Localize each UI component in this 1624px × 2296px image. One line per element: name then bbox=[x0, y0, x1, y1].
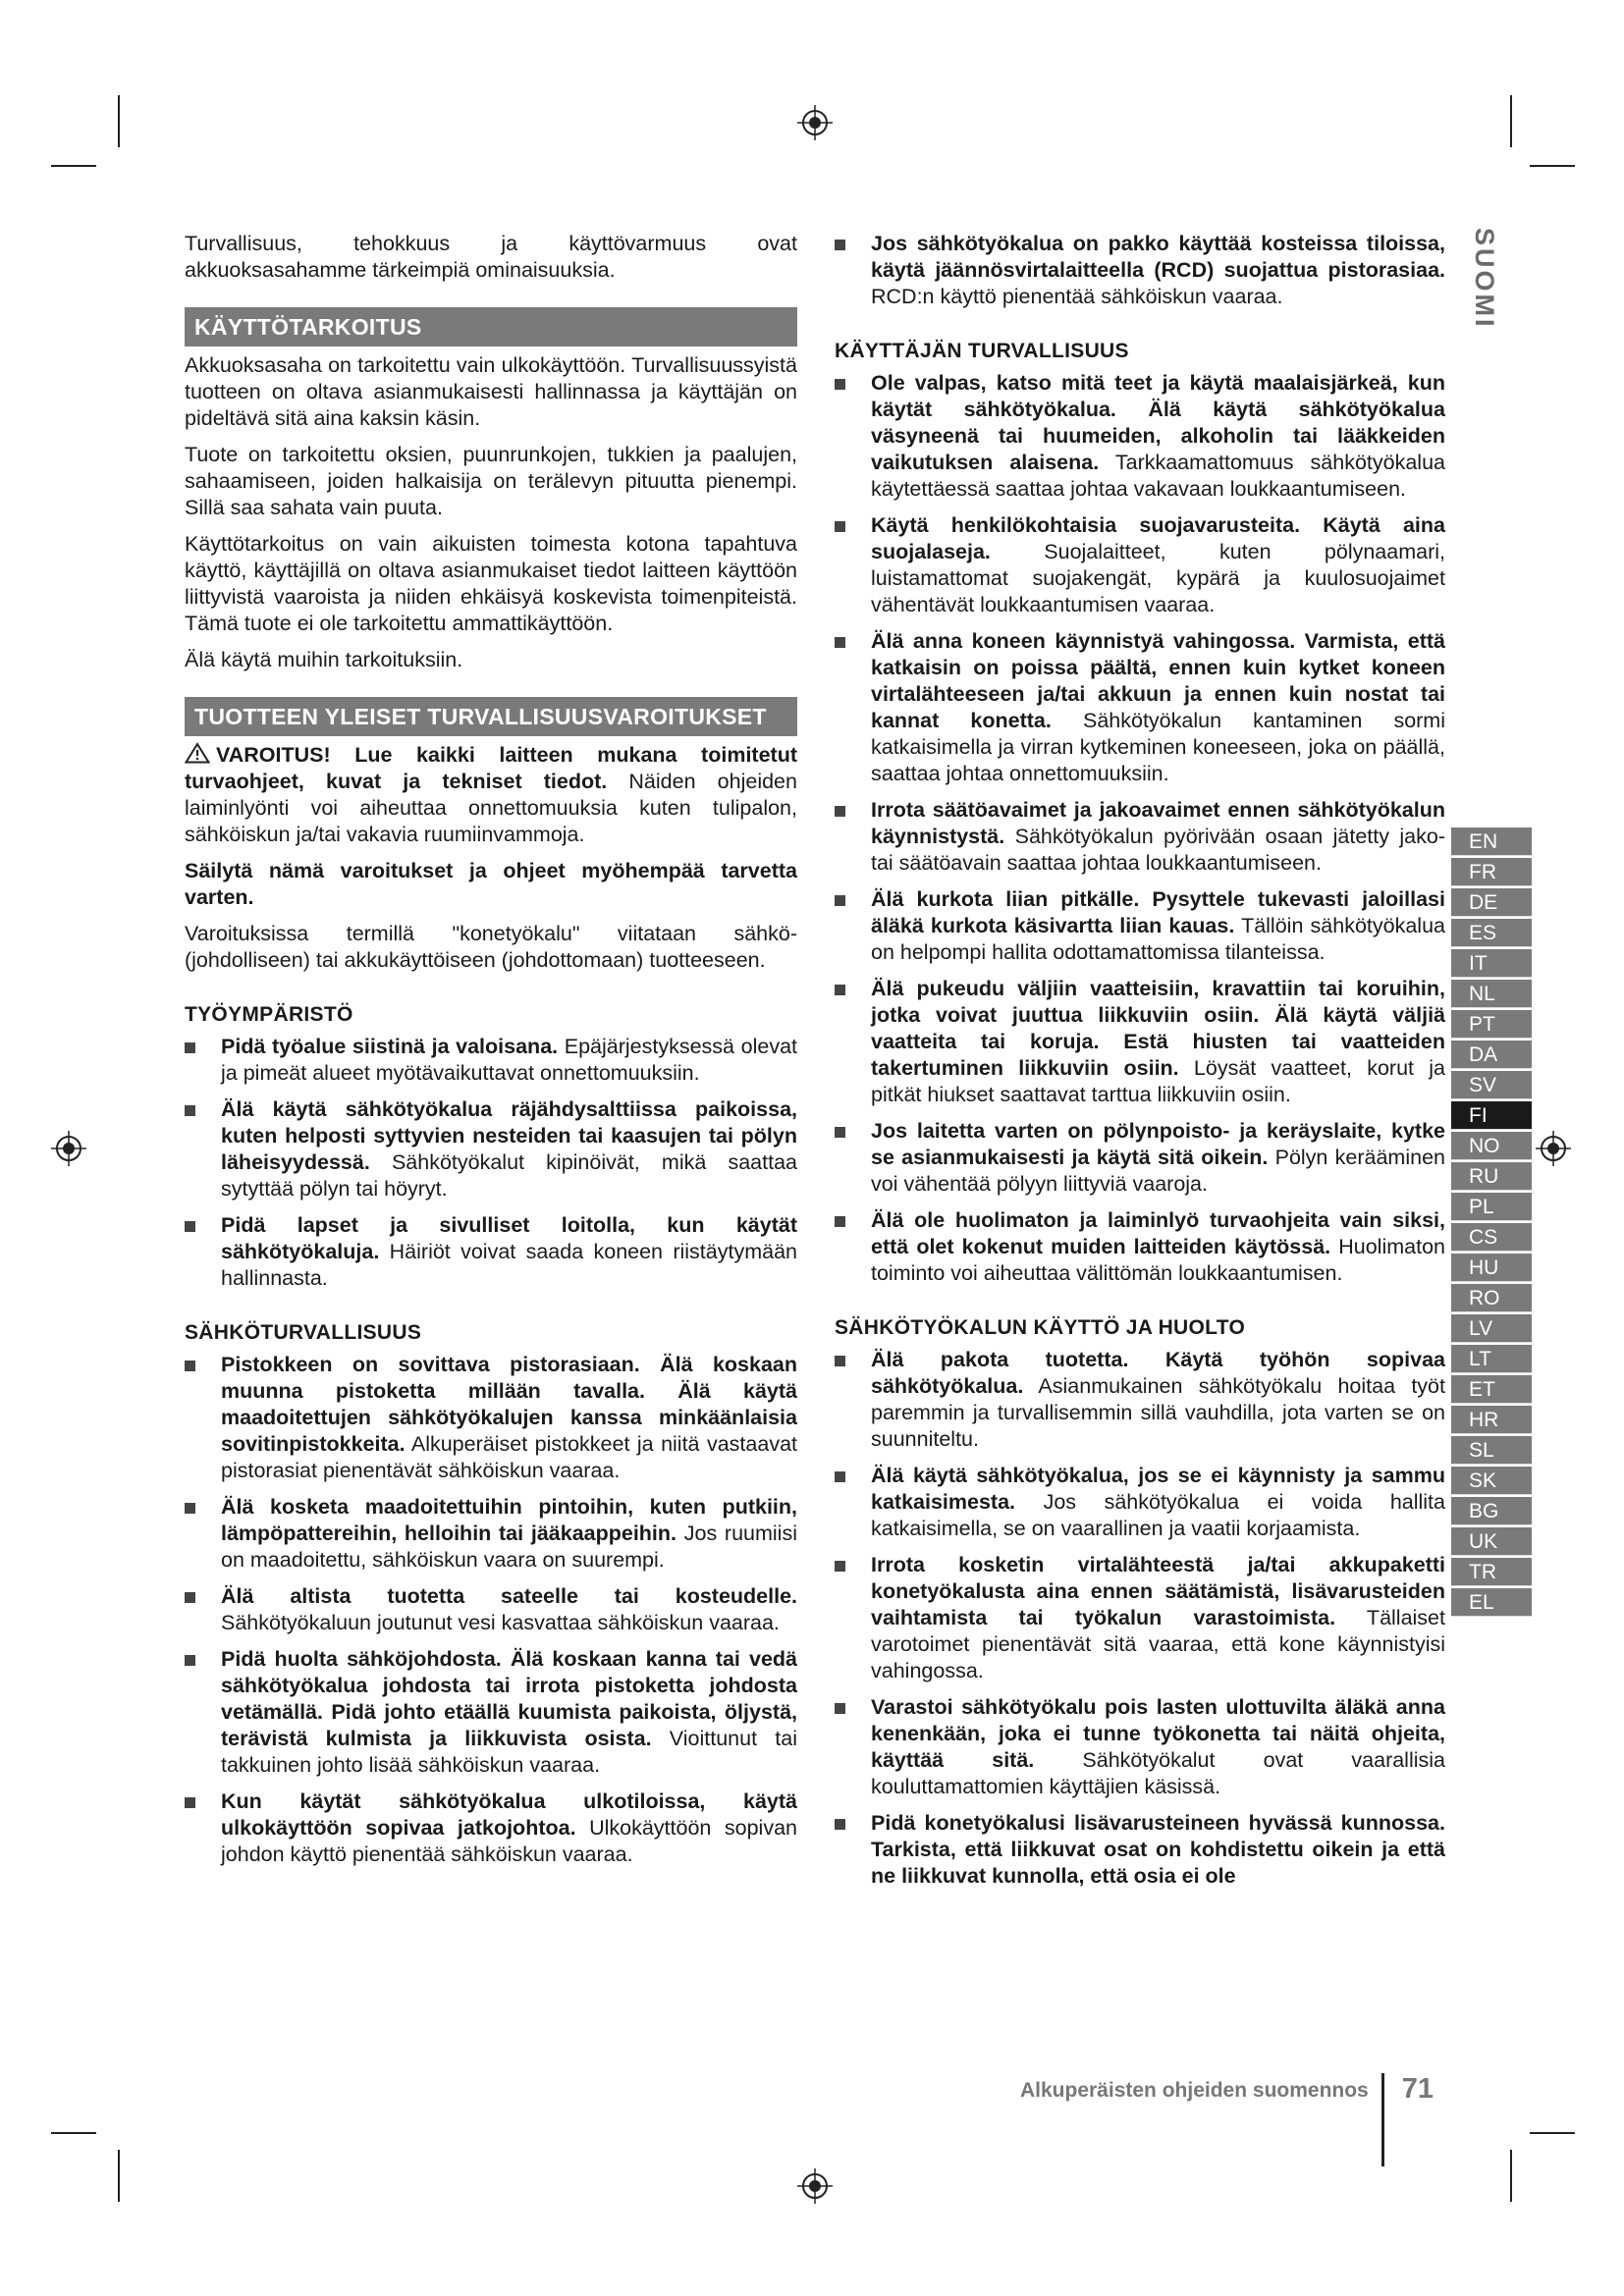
paragraph bbox=[185, 858, 797, 911]
bullet-square-icon bbox=[835, 379, 845, 390]
subsection-heading: SÄHKÖTYÖKALUN KÄYTTÖ JA HUOLTO bbox=[835, 1316, 1246, 1339]
bold-text: Älä kurkota liian pitkälle. Pysyttele tukevasti jaloillasi äläkä kurkota käsivartta liian kauas. bbox=[871, 887, 1445, 937]
bold-text: Varastoi sähkötyökalu pois lasten ulottuvilta äläkä anna kenenkään, joka ei tunne työkonetta tai näitä ohjeita, käyttää sitä. bbox=[871, 1695, 1445, 1772]
body-text: Tällaiset varotoimet pienentävät sitä vaaraa, että kone käynnistyisi vahingossa. bbox=[871, 1606, 1445, 1682]
language-tab-ro[interactable]: RO bbox=[1451, 1284, 1532, 1312]
language-tabs bbox=[1451, 828, 1532, 1619]
bullet-item bbox=[185, 1583, 797, 1636]
bold-text: Pidä huolta sähköjohdosta. Älä koskaan kanna tai vedä sähkötyökalua johdosta tai irrota pistoketta johdosta vetämällä. Pidä johto etäällä kuumista paikoista, öljystä, terävistä kulmista ja liikkuvista osista. bbox=[221, 1647, 797, 1750]
bullet-square-icon bbox=[835, 1216, 845, 1227]
warning-paragraph bbox=[185, 742, 797, 848]
section-heading-bar: KÄYTTÖTARKOITUS bbox=[185, 307, 797, 347]
bullet-item bbox=[185, 1352, 797, 1484]
bullet-square-icon bbox=[185, 1655, 195, 1666]
bold-text: Irrota kosketin virtalähteestä ja/tai akkupaketti konetyökalusta aina ennen säätämistä, lisävarusteiden vaihtamista tai työkalun varastoimista. bbox=[871, 1553, 1445, 1629]
bullet-item bbox=[185, 1789, 797, 1868]
paragraph bbox=[185, 921, 797, 974]
body-text: Käyttötarkoitus on vain aikuisten toimesta kotona tapahtuva käyttö, käyttäjillä on oltava asianmukaiset tiedot laitteen käyttöön liittyvistä vaaroista ja niiden ehkäisyä koskevista toimenpiteistä. Tämä tuote ei ole tarkoitettu ammattikäyttöön. bbox=[185, 532, 797, 635]
bullet-square-icon bbox=[835, 521, 845, 532]
body-text: Näiden ohjeiden laiminlyönti voi aiheuttaa onnettomuuksia kuten tulipalon, sähköiskun ja/tai vakavia ruumiinvammoja. bbox=[185, 770, 797, 846]
footer-text: Alkuperäisten ohjeiden suomennos bbox=[1020, 2079, 1369, 2102]
language-tab-lt[interactable]: LT bbox=[1451, 1345, 1532, 1373]
body-text: Tällöin sähkötyökalua on helpompi hallita odottamattomissa tilanteissa. bbox=[871, 914, 1445, 964]
language-tab-uk[interactable]: UK bbox=[1451, 1527, 1532, 1556]
bullet-item bbox=[835, 976, 1445, 1108]
body-text: Turvallisuus, tehokkuus ja käyttövarmuus ovat akkuoksasahamme tärkeimpiä ominaisuuksia. bbox=[185, 232, 797, 282]
crop-mark bbox=[118, 95, 120, 147]
language-tab-sv[interactable]: SV bbox=[1451, 1071, 1532, 1099]
bullet-item bbox=[835, 1810, 1445, 1890]
right-column bbox=[835, 231, 1445, 2166]
language-tab-el[interactable]: EL bbox=[1451, 1588, 1532, 1617]
language-tab-pt[interactable]: PT bbox=[1451, 1010, 1532, 1039]
language-tab-de[interactable]: DE bbox=[1451, 888, 1532, 917]
paragraph bbox=[185, 231, 797, 284]
crop-mark bbox=[118, 2150, 120, 2202]
body-text: Ulkokäyttöön sopivan johdon käyttö pienentää sähköiskun vaaraa. bbox=[221, 1816, 798, 1866]
bold-text: Älä ole huolimaton ja laiminlyö turvaohjeita vain siksi, että olet kokenut muiden laitteiden käytössä. bbox=[871, 1208, 1445, 1258]
bold-text: Älä käytä sähkötyökalua räjähdysalttiissa paikoissa, kuten helposti syttyvien nesteiden tai kaasujen tai pölyn läheisyydessä. bbox=[221, 1097, 797, 1174]
bullet-item bbox=[835, 1463, 1445, 1542]
bold-text: Jos sähkötyökalua on pakko käyttää kosteissa tiloissa, käytä jäännösvirtalaitteella (RCD) suojattua pistorasiaa. bbox=[871, 232, 1445, 282]
body-text: Tarkkaamattomuus sähkötyökalua käytettäessä saattaa johtaa vakavaan loukkaantumiseen. bbox=[871, 451, 1446, 501]
bold-text: Älä kosketa maadoitettuihin pintoihin, kuten putkiin, lämpöpattereihin, helloihin tai jääkaappeihin. bbox=[221, 1495, 797, 1545]
bullet-square-icon bbox=[185, 1221, 195, 1232]
paragraph bbox=[185, 531, 797, 637]
bullet-item bbox=[835, 797, 1445, 877]
section-heading-bar: TUOTTEEN YLEISET TURVALLISUUSVAROITUKSET bbox=[185, 697, 797, 736]
bold-text: Älä anna koneen käynnistyä vahingossa. Varmista, että katkaisin on poissa päältä, ennen kuin kytket koneen virtalähteeseen ja/tai akkuun ja ennen kuin nostat tai kannat konetta. bbox=[871, 629, 1445, 732]
body-text: Häiriöt voivat saada koneen riistäytymään hallinnasta. bbox=[221, 1240, 797, 1290]
bullet-item bbox=[835, 512, 1445, 618]
bullet-square-icon bbox=[835, 806, 845, 817]
body-text: Sähkötyökaluun joutunut vesi kasvattaa sähköiskun vaaraa. bbox=[221, 1611, 780, 1634]
bullet-square-icon bbox=[185, 1361, 195, 1371]
body-text: RCD:n käyttö pienentää sähköiskun vaaraa. bbox=[871, 285, 1283, 308]
language-tab-bg[interactable]: BG bbox=[1451, 1497, 1532, 1525]
bold-text: Kun käytät sähkötyökalua ulkotiloissa, käytä ulkokäyttöön sopivaa jatkojohtoa. bbox=[221, 1789, 797, 1840]
body-text: Varoituksissa termillä "konetyökalu" viitataan sähkö- (johdolliseen) tai akkukäyttöiseen (johdottomaan) tuotteeseen. bbox=[185, 922, 797, 972]
language-tab-sk[interactable]: SK bbox=[1451, 1467, 1532, 1495]
language-tab-nl[interactable]: NL bbox=[1451, 980, 1532, 1008]
body-text: Vioittunut tai takkuinen johto lisää sähköiskun vaaraa. bbox=[221, 1727, 797, 1777]
bold-text: Säilytä nämä varoitukset ja ohjeet myöhempää tarvetta varten. bbox=[185, 859, 797, 909]
bold-text: Pidä lapset ja sivulliset loitolla, kun käytät sähkötyökaluja. bbox=[221, 1213, 797, 1263]
bullet-square-icon bbox=[835, 895, 845, 906]
language-tab-en[interactable]: EN bbox=[1451, 828, 1532, 856]
language-tab-hu[interactable]: HU bbox=[1451, 1254, 1532, 1282]
bold-text: Jos laitetta varten on pölynpoisto- ja keräyslaite, kytke se asianmukaisesti ja käytä sitä oikein. bbox=[871, 1119, 1445, 1169]
body-text: Huolimaton toiminto voi aiheuttaa välittömän loukkaantumisen. bbox=[871, 1235, 1445, 1285]
bullet-item bbox=[835, 1552, 1445, 1684]
language-side-label: SUOMI bbox=[1470, 228, 1499, 330]
body-text: Alkuperäiset pistokkeet ja niitä vastaavat pistorasiat pienentävät sähköiskun vaaraa. bbox=[221, 1432, 797, 1482]
subsection-heading: KÄYTTÄJÄN TURVALLISUUS bbox=[835, 340, 1129, 362]
bullet-square-icon bbox=[185, 1042, 195, 1053]
bullet-square-icon bbox=[835, 1819, 845, 1830]
bullet-item bbox=[185, 1212, 797, 1292]
language-tab-es[interactable]: ES bbox=[1451, 919, 1532, 947]
body-text: Sähkötyökalut kipinöivät, mikä saattaa sytyttää pölyn tai höyryt. bbox=[221, 1150, 797, 1201]
bold-text: Irrota säätöavaimet ja jakoavaimet ennen sähkötyökalun käynnistystä. bbox=[871, 798, 1445, 848]
bullet-square-icon bbox=[835, 1703, 845, 1714]
language-tab-lv[interactable]: LV bbox=[1451, 1314, 1532, 1343]
bold-text: Älä altista tuotetta sateelle tai kosteudelle. bbox=[221, 1584, 797, 1608]
language-tab-tr[interactable]: TR bbox=[1451, 1558, 1532, 1586]
registration-mark-icon bbox=[51, 1131, 86, 1166]
page-number: 71 bbox=[1401, 2073, 1434, 2105]
language-tab-fr[interactable]: FR bbox=[1451, 858, 1532, 886]
registration-mark-icon bbox=[797, 2168, 833, 2204]
bold-text: Älä pukeudu väljiin vaatteisiin, kravattiin tai koruihin, jotka voivat juuttua liikkuviin osiin. Älä käytä väljiä vaatteita tai koruja. Estä hiusten tai vaatteiden takertuminen liikkuviin osiin. bbox=[871, 977, 1445, 1080]
bullet-square-icon bbox=[185, 1592, 195, 1603]
registration-mark-icon bbox=[1536, 1131, 1571, 1166]
subsection-heading: TYÖYMPÄRISTÖ bbox=[185, 1003, 353, 1026]
body-text: Sähkötyökalun kantaminen sormi katkaisimella ja virran kytkeminen koneeseen, joka on päällä, saattaa johtaa onnettomuuksiin. bbox=[871, 709, 1445, 785]
bullet-item bbox=[835, 886, 1445, 966]
bullet-item bbox=[835, 1694, 1445, 1800]
body-text: Jos ruumiisi on maadoitettu, sähköiskun vaara on suurempi. bbox=[221, 1522, 797, 1572]
bullet-item bbox=[835, 231, 1445, 310]
language-tab-ru[interactable]: RU bbox=[1451, 1162, 1532, 1191]
subsection-heading: SÄHKÖTURVALLISUUS bbox=[185, 1321, 422, 1344]
body-text: Suojalaitteet, kuten pölynaamari, luistamattomat suojakengät, kypärä ja kuulosuojaimet vähentävät loukkaantumisen vaaraa. bbox=[871, 540, 1445, 616]
body-text: Löysät vaatteet, korut ja pitkät hiukset saattavat tarttua liikkuviin osiin. bbox=[871, 1056, 1445, 1106]
paragraph bbox=[185, 352, 797, 432]
crop-mark bbox=[51, 165, 96, 167]
bold-text: Pistokkeen on sovittava pistorasiaan. Älä koskaan muunna pistoketta millään tavalla. Älä käytä maadoitettujen sähkötyökalujen kanssa minkäänlaisia sovitinpistokkeita. bbox=[221, 1353, 797, 1456]
bullet-item bbox=[835, 1118, 1445, 1198]
language-tab-it[interactable]: IT bbox=[1451, 949, 1532, 978]
body-text: Asianmukainen sähkötyökalu hoitaa työt paremmin ja turvallisemmin sillä vauhdilla, jota varten se on suunniteltu. bbox=[871, 1374, 1445, 1451]
bold-text: Pidä konetyökalusi lisävarusteineen hyvässä kunnossa. Tarkista, että liikkuvat osat on kohdistettu oikein ja että ne liikkuvat kunnolla, että osia ei ole bbox=[871, 1811, 1445, 1888]
crop-mark bbox=[51, 2132, 96, 2134]
crop-mark bbox=[1530, 165, 1575, 167]
bullet-square-icon bbox=[835, 1127, 845, 1138]
language-tab-pl[interactable]: PL bbox=[1451, 1193, 1532, 1221]
body-text: Pölyn kerääminen voi vähentää pölyyn liittyviä vaaroja. bbox=[871, 1146, 1445, 1196]
footer-divider bbox=[1381, 2073, 1384, 2166]
bullet-square-icon bbox=[835, 1356, 845, 1366]
bullet-item bbox=[185, 1096, 797, 1202]
bold-text: Älä käytä sähkötyökalua, jos se ei käynnisty ja sammu katkaisimesta. bbox=[871, 1464, 1445, 1514]
registration-mark-icon bbox=[797, 105, 833, 140]
warning-triangle-icon bbox=[185, 742, 210, 764]
bullet-square-icon bbox=[835, 1561, 845, 1572]
bold-text: VAROITUS! Lue kaikki laitteen mukana toimitetut turvaohjeet, kuvat ja tekniset tiedot. bbox=[185, 743, 797, 793]
body-text: Epäjärjestyksessä olevat ja pimeät alueet myötävaikuttavat onnettomuuksiin. bbox=[221, 1035, 797, 1085]
language-tab-sl[interactable]: SL bbox=[1451, 1436, 1532, 1465]
body-text: Sähkötyökalun pyörivään osaan jätetty jako- tai säätöavain saattaa johtaa loukkaantumiseen. bbox=[871, 825, 1445, 875]
paragraph bbox=[185, 442, 797, 521]
bullet-square-icon bbox=[835, 985, 845, 995]
footer bbox=[835, 2057, 1445, 2166]
bullet-item bbox=[185, 1646, 797, 1779]
bullet-item bbox=[835, 1207, 1445, 1287]
crop-mark bbox=[1510, 2150, 1512, 2202]
bullet-item bbox=[835, 628, 1445, 787]
language-tab-da[interactable]: DA bbox=[1451, 1041, 1532, 1069]
language-tab-no[interactable]: NO bbox=[1451, 1132, 1532, 1160]
body-text: Akkuoksasaha on tarkoitettu vain ulkokäyttöön. Turvallisuussyistä tuotteen on oltava asianmukaisesti hallinnassa ja käyttäjän on pideltävä sitä aina kaksin käsin. bbox=[185, 353, 797, 430]
left-column bbox=[185, 231, 797, 1878]
language-tab-fi[interactable]: FI bbox=[1451, 1101, 1532, 1130]
bullet-square-icon bbox=[185, 1503, 195, 1514]
bullet-square-icon bbox=[835, 240, 845, 250]
paragraph bbox=[185, 647, 797, 673]
bullet-item bbox=[185, 1034, 797, 1087]
body-text: Jos sähkötyökalua ei voida hallita katkaisimella, se on vaarallinen ja vaatii korjaamista. bbox=[871, 1490, 1445, 1540]
bullet-item bbox=[185, 1494, 797, 1574]
body-text: Tuote on tarkoitettu oksien, puunrunkojen, tukkien ja paalujen, sahaamiseen, joiden halkaisija on terälevyn pituutta pienempi. Sillä saa sahata vain puuta. bbox=[185, 443, 797, 519]
bullet-item bbox=[835, 370, 1445, 503]
bullet-square-icon bbox=[185, 1797, 195, 1808]
bold-text: Älä pakota tuotetta. Käytä työhön sopivaa sähkötyökalua. bbox=[871, 1348, 1445, 1398]
crop-mark bbox=[1530, 2132, 1575, 2134]
bullet-square-icon bbox=[185, 1105, 195, 1116]
language-tab-et[interactable]: ET bbox=[1451, 1375, 1532, 1404]
crop-mark bbox=[1510, 95, 1512, 147]
language-tab-cs[interactable]: CS bbox=[1451, 1223, 1532, 1252]
body-text: Älä käytä muihin tarkoituksiin. bbox=[185, 648, 463, 671]
bold-text: Pidä työalue siistinä ja valoisana. bbox=[221, 1035, 559, 1058]
bullet-square-icon bbox=[835, 637, 845, 648]
bold-text: Käytä henkilökohtaisia suojavarusteita. Käytä aina suojalaseja. bbox=[871, 513, 1445, 563]
bold-text: Ole valpas, katso mitä teet ja käytä maalaisjärkeä, kun käytät sähkötyökalua. Älä käytä sähkötyökalua väsyneenä tai huumeiden, alkoholin tai lääkkeiden vaikutuksen alaisena. bbox=[871, 371, 1445, 474]
bullet-item bbox=[835, 1347, 1445, 1453]
bullet-square-icon bbox=[835, 1471, 845, 1482]
language-tab-hr[interactable]: HR bbox=[1451, 1406, 1532, 1434]
body-text: Sähkötyökalut ovat vaarallisia kouluttamattomien käyttäjien käsissä. bbox=[871, 1748, 1445, 1798]
